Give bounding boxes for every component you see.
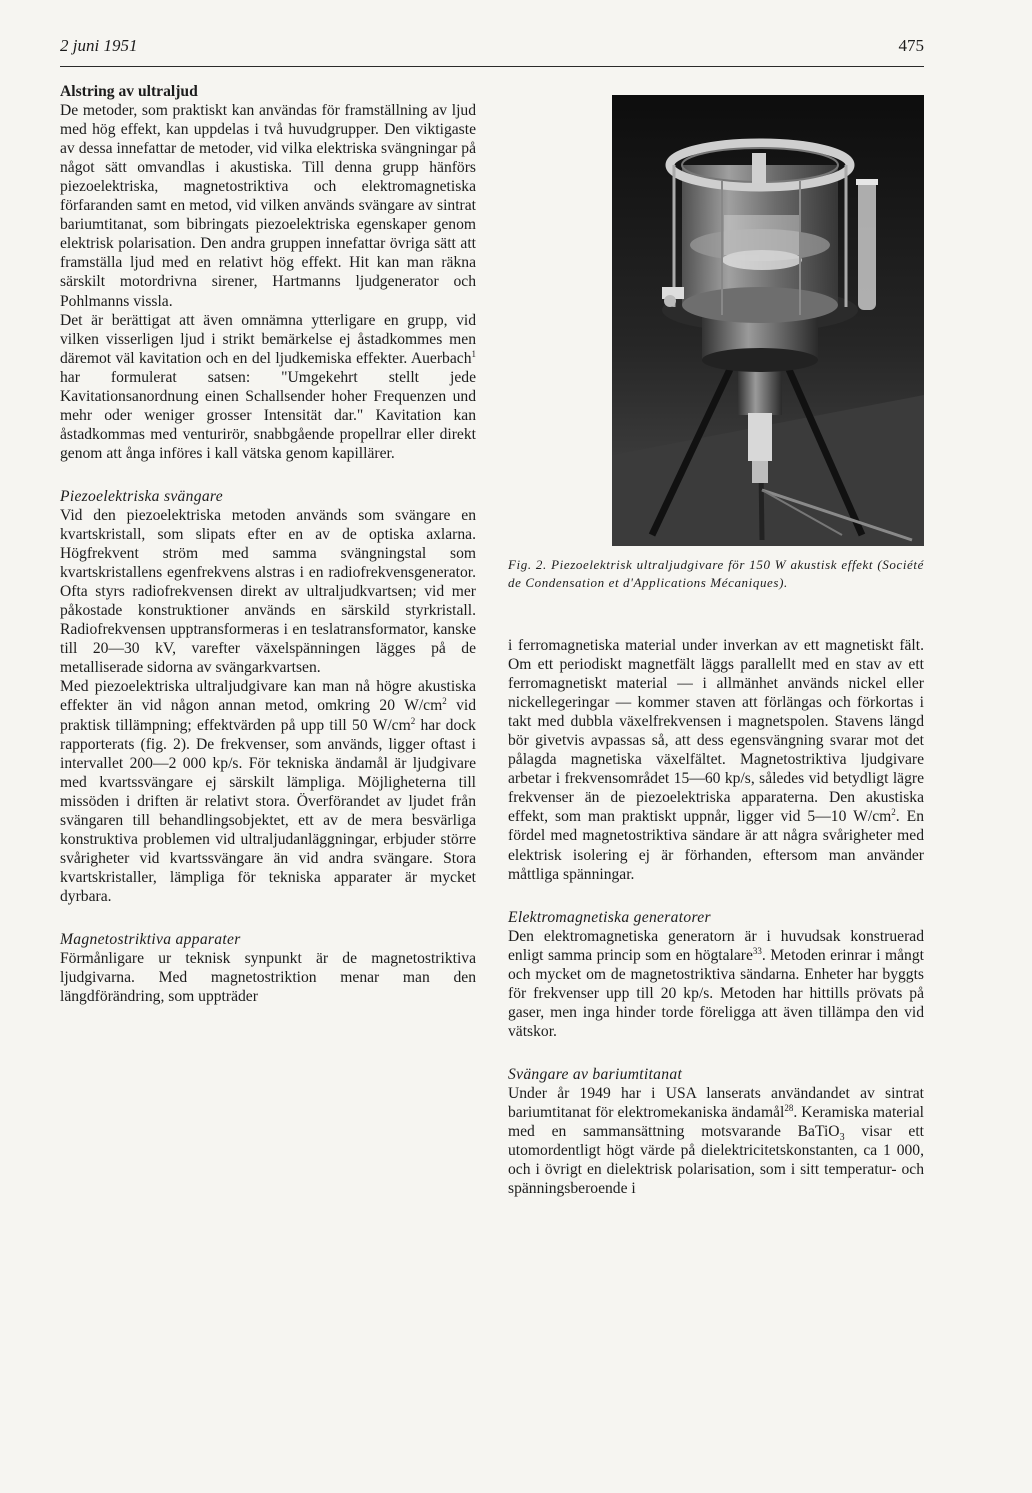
section-heading-piezo: Piezoelektriska svängare	[60, 487, 223, 505]
issue-date: 2 juni 1951	[60, 36, 138, 55]
page-number: 475	[898, 36, 924, 55]
subscript: 3	[839, 1132, 845, 1144]
paragraph: Med piezoelektriska ultraljudgivare kan man nå högre akustiska effekter än vid någon annan metod, omkring 20 $W/cm^2$ vid praktisk tillämpning; effektvärden på upp till 50 $W/cm^2$ har dock rapporterats (fig. 2). De frekvenser, som används, ligger oftast i intervallet 200—2 000 kp/s. För tekniska ändamål är ljudgivare med kvartssvängare ej särskilt lämpliga. Möjligheterna till missöden i driften är relativt stora. Överförandet av ljudet från svängaren till behandlingsobjektet, ett av de mera besvärliga konstruktiva problemen vid ultraljudanläggningar, erbjuder större svårigheter vid kvartssvängare än vid andra svängare. Stora kvartskristaller, lämpliga för tekniska apparater är mycket dyrbara.	[60, 678, 476, 905]
figure-caption: Fig. 2. Piezoelektrisk ultraljudgivare för 150 W akustisk effekt (Société de Condensation et d'Applications Mécaniques).	[508, 557, 924, 590]
section-heading-bariumtitanat: Svängare av bariumtitanat	[508, 1065, 683, 1083]
footnote-ref: 1	[471, 348, 476, 359]
footnote-ref: 33	[752, 945, 762, 956]
paragraph: Under år 1949 har i USA lanserats användandet av sintrat bariumtitanat för elektromekaniska ändamål$^{28}$. Keramiska material med en sammansättning motsvarande BaTiO$_3$ visar ett utomordentligt högt värde på dielektricitetskonstanten, ca 1 000, och i övrigt en dielektrisk polarisation, som i sitt temperatur- och spänningsberoende i	[508, 1084, 924, 1198]
ultrasound-device-illustration	[612, 95, 924, 546]
paragraph: Den elektromagnetiska generatorn är i huvudsak konstruerad enligt samma princip som en högtalare$^{33}$. Metoden erinrar i mångt och mycket om de magnetostriktiva sändarna. Enheter har byggts för frekvenser upp till 20 kp/s. Metoden har hittills prövats på gaser, men inga hinder torde föreligga att även tillämpa den vid vätskor.	[508, 927, 924, 1040]
section-heading-alstring: Alstring av ultraljud	[60, 83, 198, 100]
section-heading-elektromagnetiska: Elektromagnetiska generatorer	[508, 908, 711, 926]
superscript: 2	[891, 807, 896, 818]
footnote-ref: 28	[784, 1102, 794, 1113]
superscript: 2	[442, 696, 447, 707]
figure-photo	[612, 95, 924, 546]
paragraph: Det är berättigat att även omnämna ytterligare en grupp, vid vilken visserligen ljud i strikt bemärkelse ej åstadkommes men däremot väl kavitation och en del ljudkemiska effekter. Auerbach$^1$ har formulerat satsen: "Umgekehrt stellt jede Kavitationsanordnung einen Schallsender hoher Frequenzen und mehr oder weniger grosser Intensität dar." Kavitation kan åstadkommas med venturirör, snabbgående propellrar eller direkt genom att ånga införes i kall vätska genom kapillärer.	[60, 311, 476, 462]
superscript: 2	[410, 715, 416, 726]
page-header	[60, 32, 924, 67]
paragraph: De metoder, som praktiskt kan användas för framställning av ljud med hög effekt, kan uppdelas i två huvudgrupper. Den viktigaste av dessa innefattar de metoder, vid vilka elektriska svängningar på något sätt omvandlas i akustiska. Till denna grupp hänförs piezoelektriska, magnetostriktiva och elektromagnetiska förfaranden samt en metod, vid vilken används svängare av sintrat bariumtitanat, som bibringats piezoelektriska egenskaper genom elektrisk polarisation. Den andra gruppen innefattar övriga sätt att framställa ljud med en relativt hög effekt. Hit kan man räkna särskilt motordrivna sirener, Hartmanns ljudgenerator och Pohlmanns vissla.	[60, 102, 476, 310]
section-heading-magnetostriktiva: Magnetostriktiva apparater	[60, 930, 241, 948]
right-column	[508, 636, 924, 1198]
paragraph: i ferromagnetiska material under inverkan av ett magnetiskt fält. Om ett periodiskt magnetfält läggs parallellt med en stav av ett ferromagnetiskt material — i allmänhet används nickel eller nickellegeringar — kommer staven att förlängas och förkortas i takt med dubbla växelfrekvensen i magnetspolen. Stavens längd bör givetvis avpassas så, att dess egensvängning svarar mot det pålagda magnetiska växelfältet. Magnetostriktiva ljudgivare arbetar i frekvensområdet 15—60 kp/s, således vid betydligt lägre frekvenser än de piezoelektriska apparaterna. Den akustiska effekt, som man praktiskt uppnår, ligger vid 5—10 $W/cm^2$. En fördel med magnetostriktiva sändare är att några svårigheter med elektrisk isolering ej är förhanden, eftersom man använder måttliga spänningar.	[508, 637, 924, 883]
left-column	[60, 82, 476, 1006]
paragraph: Förmånligare ur teknisk synpunkt är de magnetostriktiva ljudgivarna. Med magnetostriktion menar man den längdförändring, som uppträder	[60, 950, 476, 1006]
paragraph: Vid den piezoelektriska metoden används som svängare en kvartskristall, som slipats efter en av de optiska axlarna. Högfrekvent ström med samma svängningstal som kvartskristallens egenfrekvens alstras i en radiofrekvensgenerator. Ofta styrs radiofrekvensen direkt av ultraljudkvartsen; vid mer påkostade konstruktioner används en särskild styrkristall. Radiofrekvensen upptransformeras i en teslatransformator, kanske till 20—30 kV, varefter växelspänningen lägges på de metalliserade sidorna av svängarkvartsen.	[60, 506, 476, 677]
